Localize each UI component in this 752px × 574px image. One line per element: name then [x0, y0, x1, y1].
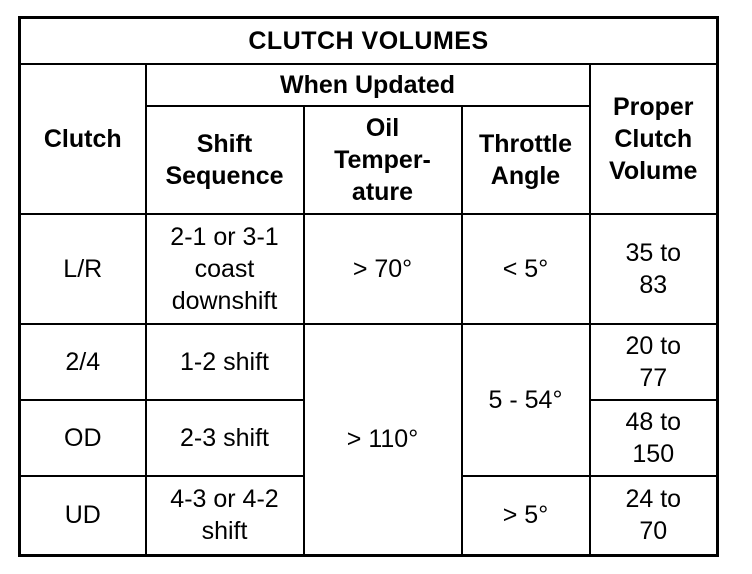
cell-oil-temperature-merged: > 110°: [304, 324, 462, 556]
cell-line: 70: [639, 517, 668, 546]
table-row: [20, 214, 718, 324]
header-throttle-line: Angle: [490, 161, 561, 190]
cell-line: coast: [194, 254, 255, 283]
header-oil-line: Oil: [365, 113, 400, 142]
table-row: [20, 324, 718, 400]
cell-shift-sequence: [146, 324, 304, 400]
cell-clutch: UD: [20, 476, 146, 556]
cell-throttle-angle-merged: 5 - 54°: [462, 324, 590, 476]
cell-line: 4-3 or 4-2: [170, 485, 279, 514]
header-volume-line: Proper: [612, 92, 694, 121]
cell-shift-sequence: [146, 476, 304, 556]
cell-line: 2-1 or 3-1: [170, 222, 279, 251]
cell-line: 35 to: [625, 238, 682, 267]
cell-line: 83: [639, 270, 668, 299]
cell-shift-sequence: [146, 400, 304, 476]
cell-line: 150: [632, 439, 675, 468]
cell-shift-sequence: [146, 214, 304, 324]
cell-line: 77: [639, 363, 668, 392]
cell-clutch: OD: [20, 400, 146, 476]
header-throttle-line: Throttle: [478, 129, 573, 158]
clutch-volumes-table: [18, 16, 719, 557]
header-clutch: Clutch: [20, 64, 146, 214]
cell-clutch: 2/4: [20, 324, 146, 400]
table-title: CLUTCH VOLUMES: [20, 18, 718, 64]
cell-line: downshift: [171, 286, 278, 315]
header-proper-clutch-volume: [590, 64, 718, 214]
header-volume-line: Clutch: [614, 124, 693, 153]
cell-oil-temperature: > 70°: [304, 214, 462, 324]
cell-proper-volume: [590, 214, 718, 324]
cell-proper-volume: [590, 400, 718, 476]
header-shift-sequence: [146, 106, 304, 214]
cell-proper-volume: [590, 324, 718, 400]
header-shift-line: Shift: [196, 129, 253, 158]
header-oil-line: Temper-: [334, 145, 431, 174]
header-oil-line: ature: [351, 177, 414, 206]
cell-line: 1-2 shift: [180, 347, 269, 376]
cell-throttle-angle: < 5°: [462, 214, 590, 324]
cell-line: shift: [201, 517, 248, 546]
cell-throttle-angle: > 5°: [462, 476, 590, 556]
header-volume-line: Volume: [609, 156, 698, 185]
cell-line: 48 to: [625, 407, 682, 436]
cell-proper-volume: [590, 476, 718, 556]
cell-line: 20 to: [625, 331, 682, 360]
cell-line: 2-3 shift: [180, 423, 269, 452]
header-throttle-angle: [462, 106, 590, 214]
cell-clutch: L/R: [20, 214, 146, 324]
cell-line: 24 to: [625, 485, 682, 514]
header-shift-line: Sequence: [165, 161, 284, 190]
header-oil-temperature: [304, 106, 462, 214]
header-when-updated: When Updated: [146, 64, 590, 106]
